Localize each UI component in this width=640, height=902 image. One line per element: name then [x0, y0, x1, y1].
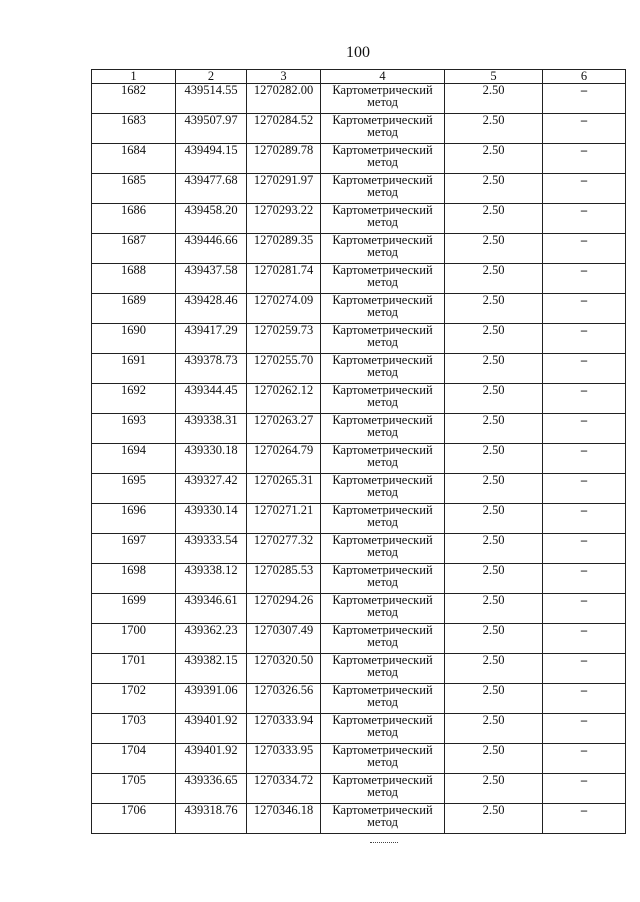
table-row [92, 114, 626, 144]
coord-x: 439417.29 [176, 324, 247, 354]
method-line-2: метод [366, 245, 398, 259]
method-cell [321, 474, 445, 504]
coord-y: 1270265.31 [247, 474, 321, 504]
method-line-1: Картометрический [332, 443, 433, 457]
accuracy-value: 2.50 [445, 414, 543, 444]
point-number: 1689 [92, 294, 176, 324]
coord-y: 1270293.22 [247, 204, 321, 234]
method-line-1: Картометрический [332, 713, 433, 727]
coord-x: 439507.97 [176, 114, 247, 144]
coord-x: 439401.92 [176, 744, 247, 774]
method-line-2: метод [366, 335, 398, 349]
coord-y: 1270263.27 [247, 414, 321, 444]
table-row [92, 324, 626, 354]
note-dash: – [543, 654, 626, 684]
method-line-1: Картометрический [332, 233, 433, 247]
method-line-1: Картометрический [332, 353, 433, 367]
method-cell [321, 234, 445, 264]
point-number: 1695 [92, 474, 176, 504]
accuracy-value: 2.50 [445, 84, 543, 114]
accuracy-value: 2.50 [445, 624, 543, 654]
header-col-1: 1 [92, 70, 176, 84]
point-number: 1693 [92, 414, 176, 444]
coord-y: 1270320.50 [247, 654, 321, 684]
method-line-1: Картометрический [332, 623, 433, 637]
coord-x: 439477.68 [176, 174, 247, 204]
method-line-2: метод [366, 215, 398, 229]
note-dash: – [543, 624, 626, 654]
method-line-2: метод [366, 785, 398, 799]
method-line-1: Картометрический [332, 653, 433, 667]
method-line-1: Картометрический [332, 323, 433, 337]
coord-y: 1270333.95 [247, 744, 321, 774]
point-number: 1687 [92, 234, 176, 264]
point-number: 1705 [92, 774, 176, 804]
method-line-2: метод [366, 635, 398, 649]
coord-y: 1270274.09 [247, 294, 321, 324]
note-dash: – [543, 114, 626, 144]
accuracy-value: 2.50 [445, 474, 543, 504]
method-cell [321, 684, 445, 714]
note-dash: – [543, 504, 626, 534]
point-number: 1696 [92, 504, 176, 534]
coord-x: 439378.73 [176, 354, 247, 384]
coord-y: 1270346.18 [247, 804, 321, 834]
method-cell [321, 654, 445, 684]
table-row [92, 744, 626, 774]
method-line-2: метод [366, 695, 398, 709]
method-cell [321, 444, 445, 474]
table-row [92, 804, 626, 834]
note-dash: – [543, 534, 626, 564]
method-line-1: Картометрический [332, 263, 433, 277]
coord-y: 1270326.56 [247, 684, 321, 714]
accuracy-value: 2.50 [445, 504, 543, 534]
method-line-1: Картометрический [332, 773, 433, 787]
table-row [92, 234, 626, 264]
method-line-1: Картометрический [332, 563, 433, 577]
coord-y: 1270289.35 [247, 234, 321, 264]
method-line-1: Картометрический [332, 503, 433, 517]
method-cell [321, 144, 445, 174]
accuracy-value: 2.50 [445, 294, 543, 324]
method-cell [321, 744, 445, 774]
coord-y: 1270259.73 [247, 324, 321, 354]
point-number: 1683 [92, 114, 176, 144]
method-line-2: метод [366, 515, 398, 529]
point-number: 1701 [92, 654, 176, 684]
coord-y: 1270255.70 [247, 354, 321, 384]
accuracy-value: 2.50 [445, 444, 543, 474]
header-col-3: 3 [247, 70, 321, 84]
accuracy-value: 2.50 [445, 324, 543, 354]
method-cell [321, 504, 445, 534]
coord-y: 1270271.21 [247, 504, 321, 534]
coord-x: 439391.06 [176, 684, 247, 714]
note-dash: – [543, 84, 626, 114]
point-number: 1694 [92, 444, 176, 474]
point-number: 1706 [92, 804, 176, 834]
method-line-1: Картометрический [332, 293, 433, 307]
note-dash: – [543, 384, 626, 414]
method-line-2: метод [366, 305, 398, 319]
method-line-1: Картометрический [332, 83, 433, 97]
method-line-2: метод [366, 455, 398, 469]
coord-y: 1270291.97 [247, 174, 321, 204]
coord-x: 439382.15 [176, 654, 247, 684]
coord-x: 439327.42 [176, 474, 247, 504]
table-row [92, 174, 626, 204]
coord-x: 439330.18 [176, 444, 247, 474]
method-line-2: метод [366, 185, 398, 199]
coord-y: 1270277.32 [247, 534, 321, 564]
method-cell [321, 114, 445, 144]
table-row [92, 774, 626, 804]
header-col-2: 2 [176, 70, 247, 84]
table-row [92, 564, 626, 594]
accuracy-value: 2.50 [445, 594, 543, 624]
coord-x: 439344.45 [176, 384, 247, 414]
method-cell [321, 534, 445, 564]
note-dash: – [543, 474, 626, 504]
coord-x: 439336.65 [176, 774, 247, 804]
method-cell [321, 264, 445, 294]
accuracy-value: 2.50 [445, 234, 543, 264]
method-line-1: Картометрический [332, 593, 433, 607]
point-number: 1691 [92, 354, 176, 384]
coord-x: 439458.20 [176, 204, 247, 234]
page-number: 100 [346, 44, 370, 61]
table-row [92, 474, 626, 504]
method-cell [321, 324, 445, 354]
point-number: 1686 [92, 204, 176, 234]
method-line-2: метод [366, 95, 398, 109]
coord-x: 439428.46 [176, 294, 247, 324]
coord-x: 439514.55 [176, 84, 247, 114]
coord-y: 1270333.94 [247, 714, 321, 744]
accuracy-value: 2.50 [445, 654, 543, 684]
point-number: 1690 [92, 324, 176, 354]
header-col-5: 5 [445, 70, 543, 84]
method-line-2: метод [366, 815, 398, 829]
method-line-2: метод [366, 125, 398, 139]
table-body [92, 84, 626, 834]
method-line-2: метод [366, 665, 398, 679]
note-dash: – [543, 174, 626, 204]
scan-artifact-mark [370, 842, 398, 846]
accuracy-value: 2.50 [445, 144, 543, 174]
coord-y: 1270285.53 [247, 564, 321, 594]
note-dash: – [543, 264, 626, 294]
accuracy-value: 2.50 [445, 684, 543, 714]
point-number: 1697 [92, 534, 176, 564]
coord-x: 439346.61 [176, 594, 247, 624]
coord-x: 439338.31 [176, 414, 247, 444]
note-dash: – [543, 414, 626, 444]
method-cell [321, 174, 445, 204]
table-row [92, 294, 626, 324]
method-cell [321, 204, 445, 234]
coord-x: 439318.76 [176, 804, 247, 834]
method-line-1: Картометрический [332, 413, 433, 427]
method-cell [321, 624, 445, 654]
point-number: 1692 [92, 384, 176, 414]
note-dash: – [543, 144, 626, 174]
coord-x: 439401.92 [176, 714, 247, 744]
note-dash: – [543, 234, 626, 264]
method-line-1: Картометрический [332, 113, 433, 127]
coord-y: 1270334.72 [247, 774, 321, 804]
note-dash: – [543, 684, 626, 714]
note-dash: – [543, 774, 626, 804]
method-line-2: метод [366, 545, 398, 559]
method-line-2: метод [366, 575, 398, 589]
coord-y: 1270284.52 [247, 114, 321, 144]
accuracy-value: 2.50 [445, 804, 543, 834]
accuracy-value: 2.50 [445, 564, 543, 594]
method-line-2: метод [366, 725, 398, 739]
note-dash: – [543, 594, 626, 624]
method-line-1: Картометрический [332, 533, 433, 547]
accuracy-value: 2.50 [445, 354, 543, 384]
accuracy-value: 2.50 [445, 714, 543, 744]
note-dash: – [543, 564, 626, 594]
accuracy-value: 2.50 [445, 774, 543, 804]
table-row [92, 534, 626, 564]
table-row [92, 714, 626, 744]
point-number: 1699 [92, 594, 176, 624]
table-row [92, 264, 626, 294]
point-number: 1704 [92, 744, 176, 774]
header-col-6: 6 [543, 70, 626, 84]
coord-x: 439362.23 [176, 624, 247, 654]
table-row [92, 384, 626, 414]
method-cell [321, 774, 445, 804]
point-number: 1688 [92, 264, 176, 294]
table-row [92, 684, 626, 714]
coord-x: 439446.66 [176, 234, 247, 264]
accuracy-value: 2.50 [445, 384, 543, 414]
method-cell [321, 84, 445, 114]
coord-y: 1270307.49 [247, 624, 321, 654]
table-row [92, 654, 626, 684]
method-line-1: Картометрический [332, 143, 433, 157]
accuracy-value: 2.50 [445, 534, 543, 564]
coord-x: 439437.58 [176, 264, 247, 294]
table-row [92, 204, 626, 234]
coord-y: 1270294.26 [247, 594, 321, 624]
point-number: 1685 [92, 174, 176, 204]
point-number: 1703 [92, 714, 176, 744]
method-line-2: метод [366, 755, 398, 769]
table-row [92, 354, 626, 384]
header-col-4: 4 [321, 70, 445, 84]
method-line-1: Картометрический [332, 473, 433, 487]
point-number: 1684 [92, 144, 176, 174]
method-line-2: метод [366, 365, 398, 379]
method-line-2: метод [366, 275, 398, 289]
method-cell [321, 594, 445, 624]
table-row [92, 504, 626, 534]
point-number: 1682 [92, 84, 176, 114]
accuracy-value: 2.50 [445, 174, 543, 204]
method-line-1: Картометрический [332, 383, 433, 397]
table-row [92, 624, 626, 654]
point-number: 1702 [92, 684, 176, 714]
table-row [92, 594, 626, 624]
note-dash: – [543, 744, 626, 774]
accuracy-value: 2.50 [445, 114, 543, 144]
point-number: 1700 [92, 624, 176, 654]
method-line-2: метод [366, 485, 398, 499]
coord-x: 439494.15 [176, 144, 247, 174]
coord-x: 439330.14 [176, 504, 247, 534]
note-dash: – [543, 444, 626, 474]
table-header-row [92, 70, 626, 84]
table-row [92, 84, 626, 114]
method-cell [321, 294, 445, 324]
method-line-2: метод [366, 395, 398, 409]
note-dash: – [543, 204, 626, 234]
note-dash: – [543, 804, 626, 834]
method-line-1: Картометрический [332, 743, 433, 757]
coord-x: 439338.12 [176, 564, 247, 594]
note-dash: – [543, 294, 626, 324]
method-line-2: метод [366, 605, 398, 619]
note-dash: – [543, 714, 626, 744]
method-line-1: Картометрический [332, 203, 433, 217]
table-row [92, 414, 626, 444]
table-row [92, 444, 626, 474]
accuracy-value: 2.50 [445, 204, 543, 234]
note-dash: – [543, 324, 626, 354]
method-line-2: метод [366, 425, 398, 439]
coordinates-table [91, 69, 626, 834]
method-line-1: Картометрический [332, 173, 433, 187]
method-cell [321, 564, 445, 594]
coord-x: 439333.54 [176, 534, 247, 564]
coord-y: 1270282.00 [247, 84, 321, 114]
method-line-2: метод [366, 155, 398, 169]
accuracy-value: 2.50 [445, 264, 543, 294]
method-cell [321, 384, 445, 414]
method-cell [321, 414, 445, 444]
method-cell [321, 714, 445, 744]
point-number: 1698 [92, 564, 176, 594]
coord-y: 1270289.78 [247, 144, 321, 174]
method-line-1: Картометрический [332, 683, 433, 697]
method-line-1: Картометрический [332, 803, 433, 817]
method-cell [321, 354, 445, 384]
note-dash: – [543, 354, 626, 384]
accuracy-value: 2.50 [445, 744, 543, 774]
coord-y: 1270281.74 [247, 264, 321, 294]
method-cell [321, 804, 445, 834]
coord-y: 1270264.79 [247, 444, 321, 474]
coord-y: 1270262.12 [247, 384, 321, 414]
table-row [92, 144, 626, 174]
